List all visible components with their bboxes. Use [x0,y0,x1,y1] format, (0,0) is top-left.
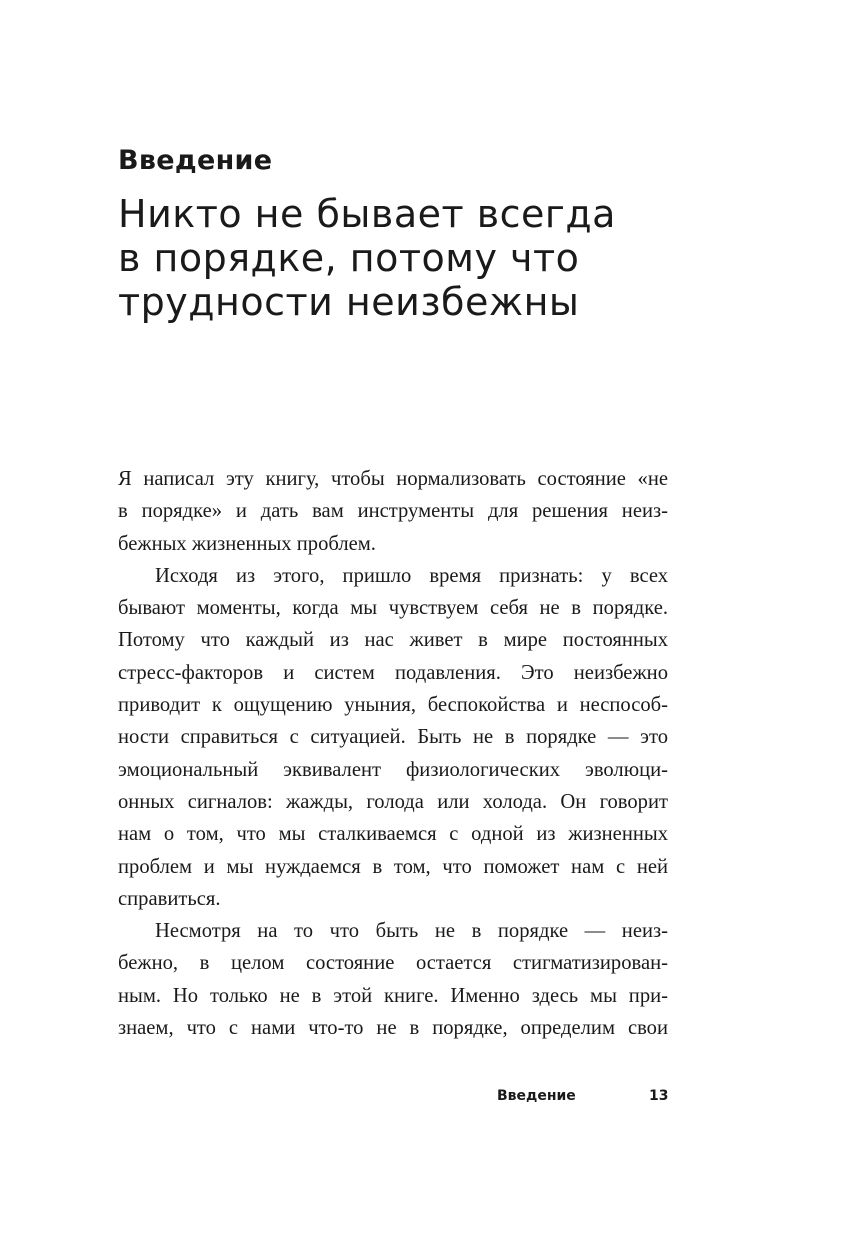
body-line: приводит к ощущению уныния, беспокойства и неспособ- [118,694,668,717]
chapter-title-line: в порядке, потому что [118,236,580,280]
running-head: Введение [497,1088,576,1104]
body-line: бывают моменты, когда мы чувствуем себя не в порядке. [118,597,668,620]
page-number: 13 [649,1088,669,1104]
body-line: бежно, в целом состояние остается стигматизирован- [118,952,668,975]
chapter-title [118,192,718,324]
body-line: эмоциональный эквивалент физиологических эволюци- [118,758,668,781]
body-text [118,463,668,1044]
body-line: Исходя из этого, пришло время признать: у всех [155,564,668,587]
body-line: онных сигналов: жажды, голода или холода. Он говорит [118,790,668,813]
body-line: проблем и мы нуждаемся в том, что поможет нам с ней [118,855,668,878]
body-line: знаем, что с нами что-то не в порядке, определим свои [118,1017,668,1040]
chapter-label: Введение [118,145,273,176]
chapter-title-line: Никто не бывает всегда [118,192,616,236]
body-line: Потому что каждый из нас живет в мире постоянных [118,629,668,652]
chapter-title-line: трудности неизбежны [118,280,580,324]
body-line: в порядке» и дать вам инструменты для решения неиз- [118,500,668,523]
body-line: бежных жизненных проблем. [118,532,376,555]
body-line: Несмотря на то что быть не в порядке — неиз- [155,920,668,943]
body-line: справиться. [118,887,221,910]
body-line: стресс-факторов и систем подавления. Это неизбежно [118,661,668,684]
body-line: Я написал эту книгу, чтобы нормализовать состояние «не [118,468,668,490]
body-line: нам о том, что мы сталкиваемся с одной из жизненных [118,823,668,846]
body-line: ным. Но только не в этой книге. Именно здесь мы при- [118,984,668,1007]
body-line: ности справиться с ситуацией. Быть не в порядке — это [118,726,668,749]
